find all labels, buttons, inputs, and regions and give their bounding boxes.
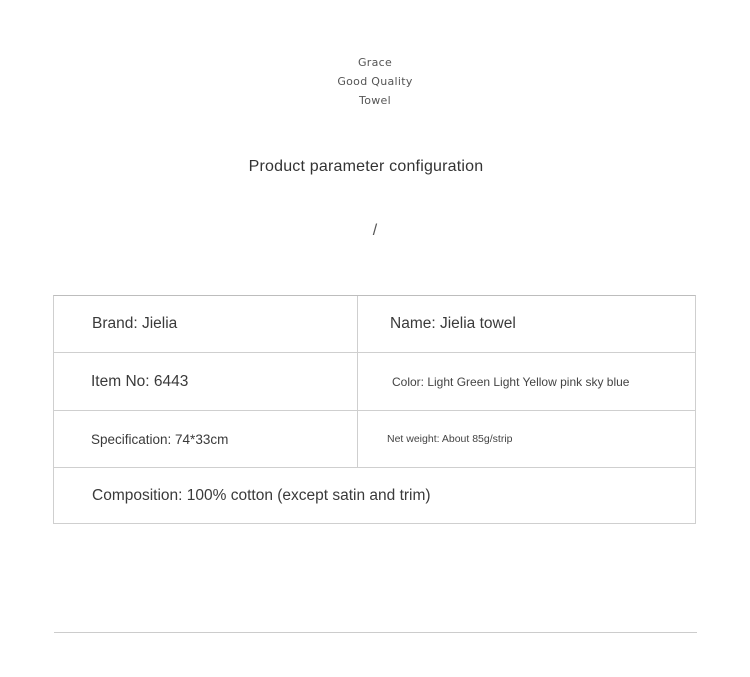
separator-slash: / (372, 222, 378, 239)
brand-cell (54, 296, 358, 352)
brand-mark-line-good-quality: Good Quality (337, 75, 413, 88)
brand-value: Brand: Jielia (92, 315, 178, 332)
item-no-value: Item No: 6443 (91, 372, 189, 390)
item-no-cell (54, 353, 358, 410)
table-row (54, 296, 695, 353)
table-row (54, 411, 695, 468)
name-value: Name: Jielia towel (390, 315, 516, 332)
footer-divider (54, 632, 697, 633)
specification-cell (54, 411, 358, 467)
composition-cell (54, 468, 695, 523)
net-weight-cell (358, 411, 695, 467)
brand-mark-line-grace: Grace (357, 56, 393, 69)
specification-value: Specification: 74*33cm (91, 431, 229, 447)
composition-value: Composition: 100% cotton (except satin and trim) (92, 486, 431, 504)
table-row (54, 353, 695, 411)
net-weight-value: Net weight: About 85g/strip (387, 433, 513, 445)
color-value: Color: Light Green Light Yellow pink sky blue (392, 374, 630, 389)
table-row (54, 468, 695, 523)
color-cell (358, 353, 695, 410)
name-cell (358, 296, 695, 352)
section-title: Product parameter configuration (248, 158, 484, 175)
brand-mark (0, 53, 750, 110)
parameter-table (53, 295, 696, 524)
brand-mark-line-towel: Towel (359, 94, 391, 107)
